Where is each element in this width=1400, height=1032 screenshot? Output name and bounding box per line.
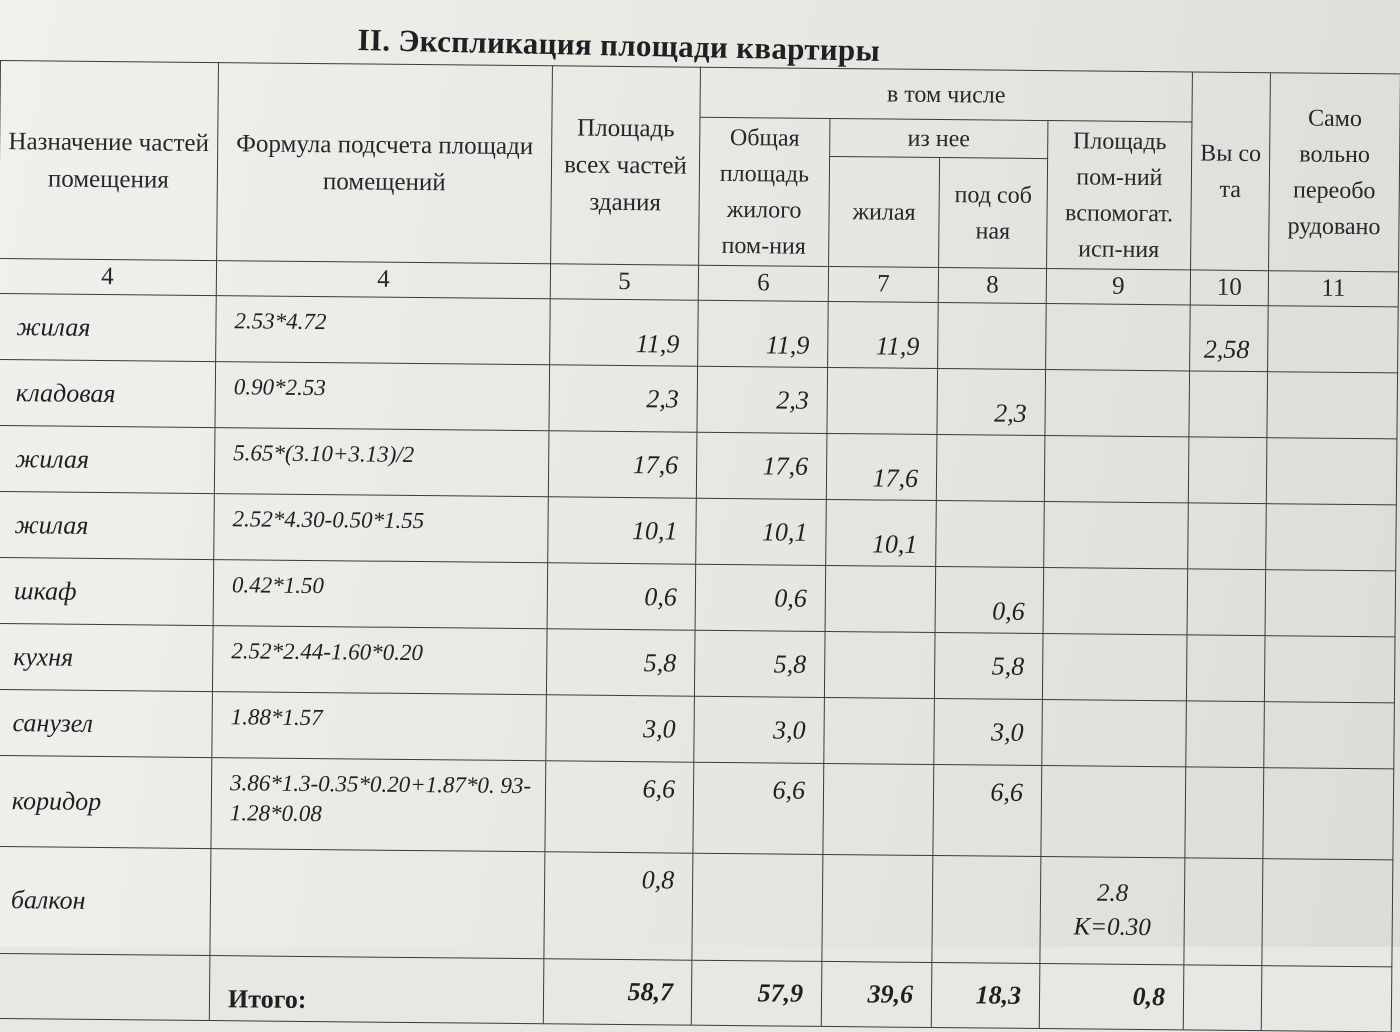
total-area-auxiliary: 18,3 — [931, 962, 1040, 1028]
area-auxiliary: 2,3 — [937, 369, 1046, 436]
total-area-living-total: 57,9 — [691, 960, 822, 1026]
area-formula: 0.42*1.50 — [213, 560, 548, 629]
explication-table-wrapper — [0, 60, 1400, 1014]
area-formula: 2.52*2.44-1.60*0.20 — [212, 626, 547, 695]
totals-label: Итого: — [209, 956, 544, 1024]
room-name: кухня — [0, 623, 213, 691]
room-name: кладовая — [0, 359, 216, 427]
area-formula: 5.65*(3.10+3.13)/2 — [214, 428, 549, 497]
area-living — [824, 631, 935, 698]
total-area-all: 58,7 — [543, 959, 692, 1025]
table-row — [0, 846, 1393, 966]
room-name: балкон — [0, 846, 211, 955]
document-title: II. Экспликация площади квартиры — [357, 22, 881, 68]
area-auxiliary-use — [1044, 436, 1189, 503]
unauthorized — [1267, 372, 1398, 439]
area-total-living: 5,8 — [694, 630, 825, 697]
area-auxiliary-use — [1041, 766, 1186, 858]
area-living: 17,6 — [826, 433, 937, 500]
area-all: 17,6 — [548, 431, 697, 498]
totals-height — [1183, 965, 1262, 1031]
area-formula — [210, 849, 545, 959]
column-number: 4 — [216, 261, 550, 299]
area-formula: 1.88*1.57 — [212, 692, 547, 761]
header-of-which: из нее — [830, 118, 1048, 158]
unauthorized — [1264, 636, 1395, 703]
area-auxiliary-use — [1044, 502, 1189, 569]
area-all: 2,3 — [549, 365, 698, 432]
room-height — [1186, 701, 1265, 768]
area-auxiliary: 3,0 — [934, 698, 1043, 765]
area-total-living — [692, 853, 823, 961]
totals-row — [0, 953, 1392, 1031]
room-name: жилая — [0, 425, 215, 493]
area-all: 10,1 — [548, 497, 697, 564]
header-total-living-area: Общая площадь жилого пом-ния — [699, 117, 830, 266]
area-formula: 2.52*4.30-0.50*1.55 — [214, 494, 549, 563]
area-total-living: 10,1 — [696, 498, 827, 565]
unauthorized — [1262, 859, 1393, 967]
area-all: 0,6 — [547, 563, 696, 630]
header-purpose: Назначение частей помещения — [0, 61, 218, 261]
area-living — [822, 854, 933, 962]
area-all: 0,8 — [544, 852, 693, 960]
area-auxiliary-use — [1042, 634, 1187, 701]
room-height: 2,58 — [1190, 305, 1269, 372]
area-formula: 2.53*4.72 — [216, 296, 551, 365]
room-height — [1187, 569, 1266, 636]
area-formula: 3.86*1.3-0.35*0.20+1.87*0. 93-1.28*0.08 — [211, 758, 546, 852]
column-number: 5 — [550, 264, 698, 300]
area-all: 5,8 — [546, 629, 695, 696]
area-living — [824, 697, 935, 764]
header-height: Вы со та — [1191, 72, 1271, 271]
area-total-living: 17,6 — [696, 432, 827, 499]
balcony-coefficient: K=0.30 — [1073, 913, 1151, 942]
explication-table — [0, 60, 1400, 1032]
unauthorized — [1264, 702, 1395, 769]
area-total-living: 2,3 — [697, 366, 828, 433]
area-auxiliary: 6,6 — [933, 764, 1042, 856]
area-all: 6,6 — [545, 761, 694, 853]
room-name: коридор — [0, 755, 212, 848]
header-living: жилая — [829, 156, 940, 267]
column-number: 10 — [1190, 270, 1268, 306]
area-auxiliary-use — [1046, 304, 1191, 371]
room-name: жилая — [0, 293, 216, 361]
area-all: 11,9 — [550, 299, 699, 366]
area-auxiliary-use — [1040, 857, 1185, 965]
area-auxiliary: 0,6 — [935, 567, 1044, 634]
area-total-living: 3,0 — [694, 696, 825, 763]
header-area-all: Площадь всех частей здания — [551, 66, 701, 265]
unauthorized — [1265, 570, 1396, 637]
area-living: 11,9 — [828, 301, 939, 368]
table-row — [0, 755, 1394, 859]
area-formula: 0.90*2.53 — [215, 362, 550, 431]
room-name: санузел — [0, 689, 212, 757]
area-auxiliary-use — [1043, 568, 1188, 635]
area-all: 3,0 — [546, 695, 695, 762]
column-number: 8 — [938, 268, 1046, 304]
total-area-auxiliary-use: 0,8 — [1039, 964, 1184, 1030]
area-auxiliary-use — [1042, 700, 1187, 767]
header-including: в том числе — [700, 67, 1192, 122]
column-number: 11 — [1268, 271, 1398, 307]
area-total-living: 6,6 — [693, 762, 824, 854]
unauthorized — [1266, 504, 1397, 571]
area-auxiliary — [932, 855, 1041, 963]
unauthorized — [1263, 768, 1394, 860]
room-height — [1184, 858, 1263, 966]
area-living — [827, 367, 938, 434]
room-height — [1188, 503, 1267, 570]
totals-spacer — [0, 953, 210, 1020]
unauthorized — [1266, 438, 1397, 505]
column-number: 7 — [828, 266, 938, 302]
room-name: жилая — [0, 491, 214, 559]
balcony-area: 2.8 — [1096, 879, 1129, 907]
column-number: 4 — [0, 258, 217, 295]
total-area-living: 39,6 — [821, 961, 932, 1027]
area-total-living: 0,6 — [695, 564, 826, 631]
room-name: шкаф — [0, 557, 214, 625]
header-formula: Формула подсчета площади помещений — [217, 63, 553, 264]
column-number: 9 — [1046, 269, 1190, 305]
room-height — [1185, 767, 1264, 859]
area-auxiliary — [936, 435, 1045, 502]
room-height — [1188, 437, 1267, 504]
room-height — [1189, 371, 1268, 438]
header-unauthorized: Само вольно переобо рудовано — [1269, 73, 1400, 272]
area-living — [823, 763, 934, 855]
unauthorized — [1268, 306, 1399, 373]
area-auxiliary — [938, 303, 1047, 370]
area-living — [825, 565, 936, 632]
header-auxiliary-use-area: Площадь пом-ний вспомогат. исп-ния — [1047, 121, 1192, 270]
area-auxiliary — [936, 501, 1045, 568]
room-height — [1186, 635, 1265, 702]
column-number: 6 — [698, 265, 828, 301]
area-total-living: 11,9 — [698, 300, 829, 367]
area-auxiliary: 5,8 — [934, 633, 1043, 700]
totals-unauthorized — [1261, 966, 1392, 1032]
area-auxiliary-use — [1045, 370, 1190, 437]
area-living: 10,1 — [826, 499, 937, 566]
header-auxiliary: под соб ная — [939, 158, 1048, 269]
